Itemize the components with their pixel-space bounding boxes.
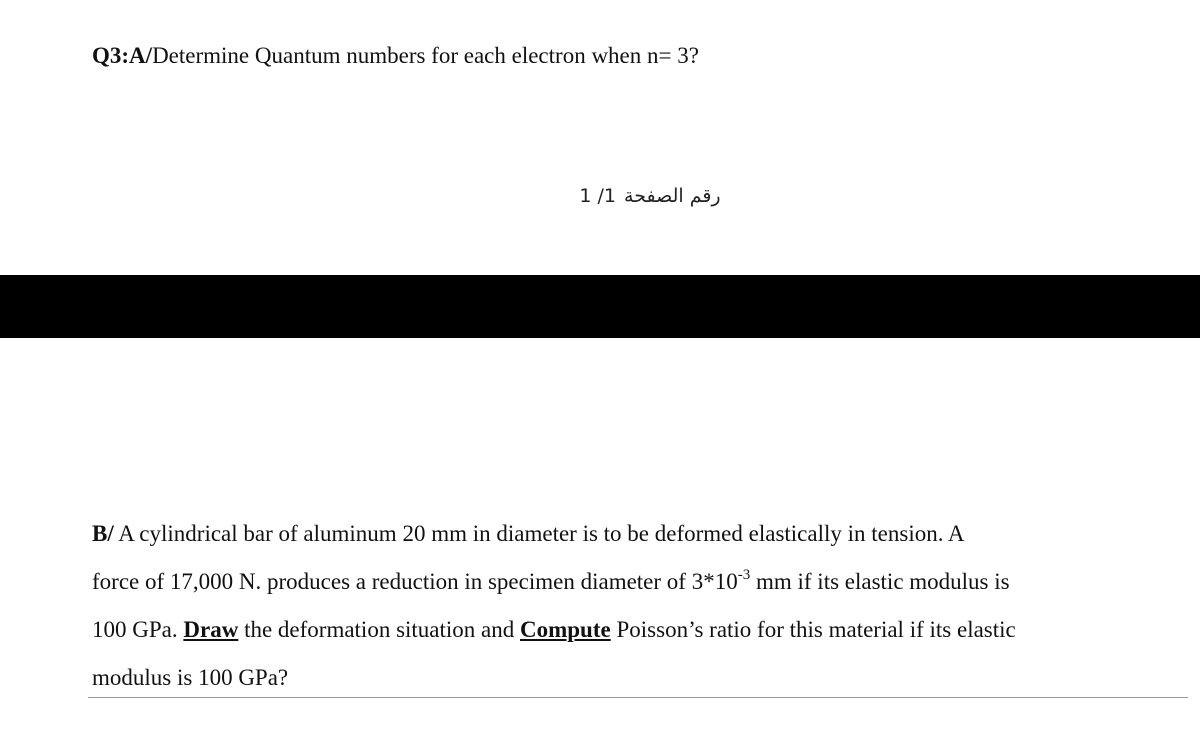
draw-keyword: Draw [183, 617, 239, 642]
question-3a [92, 40, 699, 72]
question-3b-line-3-end: Poisson’s ratio for this material if its elastic [610, 617, 1016, 642]
question-3b-line-1-text: A cylindrical bar of aluminum 20 mm in diameter is to be deformed elastically in tension. A [113, 521, 965, 546]
question-3a-label: Q3:A/ [92, 43, 153, 68]
question-3b-label: B/ [92, 521, 114, 546]
page-number-value: 1 /1 [579, 185, 616, 207]
question-3b-line-2 [92, 558, 1192, 606]
question-3b-line-3-middle: the deformation situation and [238, 617, 520, 642]
question-3b-line-2-end: mm if its elastic modulus is [750, 569, 1010, 594]
question-3b-line-1 [92, 510, 1192, 558]
question-3a-text: Determine Quantum numbers for each electron when n= 3? [152, 43, 699, 68]
black-separator-band [0, 275, 1200, 338]
compute-keyword: Compute [520, 617, 611, 642]
question-3b [92, 510, 1192, 702]
exponent-superscript: -3 [737, 567, 751, 583]
page-number-label: رقم الصفحة [624, 185, 721, 207]
question-3b-line-4: modulus is 100 GPa? [92, 665, 289, 690]
bottom-divider [88, 697, 1188, 698]
question-3b-line-3 [92, 606, 1192, 654]
question-3b-line-2-start: force of 17,000 N. produces a reduction in specimen diameter of 3*10 [92, 569, 738, 594]
page-number-indicator [0, 182, 1200, 210]
question-3b-line-3-start: 100 GPa. [92, 617, 184, 642]
